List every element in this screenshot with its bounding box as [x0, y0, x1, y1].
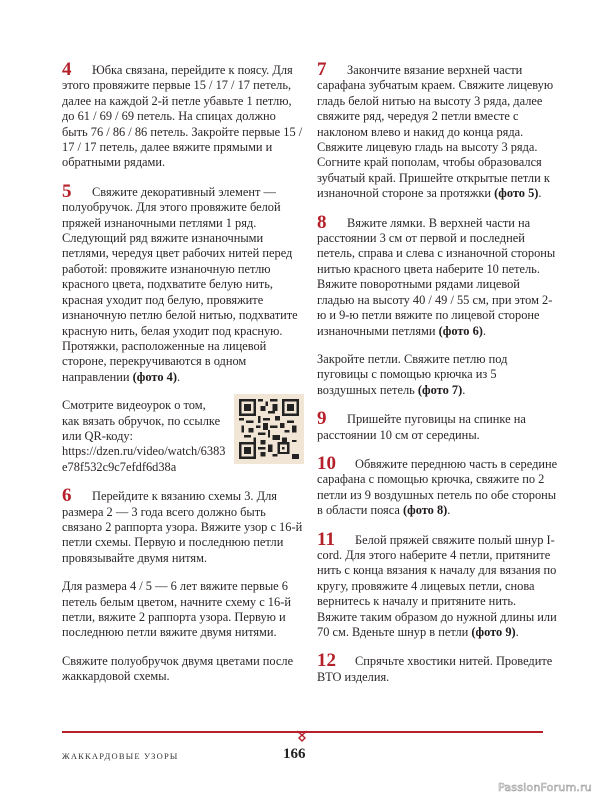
step-12 — [317, 650, 559, 685]
step-11: 11 Белой пряжей свяжите полый шнур I-cord. Для этого наберите 4 петли, притяните нить с конца вязания к началу для вязания по кругу, провяжите 4 лицевых петли, снова вернитесь к началу и притяните нить. Вяжите таким образом до нужной длины или 70 см. Вденьте шнур в петли (фото 9). — [317, 528, 557, 639]
step-10: 10 Обвяжите переднюю часть в середине сарафана с помощью крючка, свяжите по 2 петли из 9 воздушных петель по обе стороны в области пояса (фото 8). — [317, 452, 558, 518]
step-number: 12 — [317, 650, 336, 672]
size-paragraph: Для размера 4 / 5 — 6 лет вяжите первые 6 петель белым цветом, начните схему с 16-й петли, вяжите 2 раппорта узора. Первую и последнюю петли вяжите двумя нитями. — [62, 579, 291, 640]
step-text: Белой пряжей свяжите полый шнур I-cord. Для этого наберите 4 петли, притяните нить с конца вязания к началу для вязания по кругу, провяжите 4 лицевых петли, снова вернитесь к началу и притяните нить. Вяжите таким образом до нужной длины или 70 см. Вденьте шнур в петли — [317, 532, 557, 639]
step-number: 10 — [317, 452, 336, 474]
photo-reference: (фото 9) — [471, 625, 516, 639]
photo-reference: (фото 4) — [132, 369, 177, 384]
video-note — [62, 398, 304, 475]
step-text: Спрячьте хвостики нитей. Проведите ВТО изделия. — [317, 654, 553, 684]
page-number: 166 — [283, 746, 306, 762]
step-text: Перейдите к вязанию схемы 3. Для размера 2 — 3 года всего должно быть связано 2 раппорта узора. Вяжите узор с 16-й петли схемы. Первую и последнюю петли провязывайте двумя нитям. — [62, 489, 303, 565]
close-loops-paragraph: Закройте петли. Свяжите петлю под пуговицы с помощью крючка из 5 воздушных петель (фото 7). — [317, 351, 508, 397]
step-text: Обвяжите переднюю часть в середине сарафана с помощью крючка, свяжите по 2 петли из 9 воздушных петель по обе стороны в области пояса — [317, 456, 558, 518]
step-number: 11 — [317, 528, 335, 550]
step-number: 4 — [62, 59, 72, 80]
step-number: 9 — [317, 408, 327, 430]
step-number: 6 — [62, 485, 72, 507]
qr-code-icon[interactable] — [234, 394, 304, 464]
step-6 — [62, 485, 304, 566]
step-text: Закончите вязание верхней части сарафана зубчатым краем. Свяжите лицевую гладь белой нитью на высоту 3 ряда, далее свяжите ряд, чередуя 2 петли вместе с наклоном влево и накид до конца ряда. Свяжите лицевую гладь на высоту 3 ряда. Согните край пополам, чтобы образовался зубчатый край. Пришейте открытые петли к изнаночной стороне за протяжки — [317, 63, 554, 201]
photo-reference: (фото 6) — [438, 323, 483, 338]
step-5: 5 Свяжите декоративный элемент — полуобручок. Для этого провяжите белой пряжей изнаночными петлями 1 ряд. Следующий ряд вяжите изнаночными петлями, чередуя цвет рабочих нитей перед работой: провяжите изнаночную петлю красного цвета, подхватите белую нить, красная уходит под белую, провяжите изнаночную петлю белой нитью, подхватите красную нить, белая уходит под красную. Протяжки, расположенные на лицевой стороне, перекручиваются в одном направлении (фото 4). — [62, 180, 298, 384]
step-number: 8 — [317, 211, 327, 233]
step-number: 5 — [62, 180, 72, 202]
step-4 — [62, 59, 304, 171]
step-7: 7 Закончите вязание верхней части сарафана зубчатым краем. Свяжите лицевую гладь белой нитью на высоту 3 ряда, далее свяжите ряд, чередуя 2 петли вместе с наклоном влево и накид до конца ряда. Свяжите лицевую гладь на высоту 3 ряда. Согните край пополам, чтобы образовался зубчатый край. Пришейте открытые петли к изнаночной стороне за протяжки (фото 5). — [317, 59, 554, 201]
paragraph-text: Закройте петли. Свяжите петлю под пуговицы с помощью крючка из 5 воздушных петель — [317, 351, 508, 397]
step-text: Свяжите декоративный элемент — полуобручок. Для этого провяжите белой пряжей изнаночными петлями 1 ряд. Следующий ряд вяжите изнаночными петлями, чередуя цвет рабочих нитей перед работой: провяжите изнаночную петлю красного цвета, подхватите белую нить, красная уходит под белую, провяжите изнаночную петлю белой нитью, подхватите красную нить, белая уходит под красную. Протяжки, расположенные на лицевой стороне, перекручиваются в одном направлении — [62, 184, 298, 384]
video-note-text: Смотрите видеоурок о том, как вязать обручок, по ссылке или QR-коду: https://dzen.ru/video/watch/6383e78f532c9c7efdf6d38a — [62, 398, 226, 474]
hoop-paragraph: Свяжите полуобручок двумя цветами после жаккардовой схемы. — [62, 653, 294, 684]
watermark: PassionForum.ru — [498, 781, 592, 794]
left-column — [62, 59, 304, 698]
step-text: Юбка связана, перейдите к поясу. Для этого провяжите первые 15 / 17 / 17 петель, далее на каждой 2-й петле убавьте 1 петлю, до 61 / 69 / 69 петель. На спицах должно быть 76 / 86 / 86 петель. Закройте первые 15 / 17 / 17 петель, далее вяжите прямыми и обратными рядами. — [62, 63, 303, 170]
step-number: 7 — [317, 59, 327, 80]
photo-reference: (фото 8) — [403, 503, 448, 518]
step-text: Вяжите лямки. В верхней части на расстоянии 3 см от первой и последней петель, справа и слева с изнаночной стороны нитью красного цвета наберите 10 петель. Вяжите поворотными рядами лицевой гладью на высоту 40 / 49 / 55 см, при этом 2-ю и 9-ю петли вяжите по лицевой стороне изнаночными петлями — [317, 215, 556, 338]
photo-reference: (фото 7) — [417, 382, 463, 397]
right-column — [317, 59, 559, 698]
step-text: Пришейте пуговицы на спинке на расстоянии 10 см от середины. — [317, 412, 526, 442]
step-8: 8 Вяжите лямки. В верхней части на расстоянии 3 см от первой и последней петель, справа и слева с изнаночной стороны нитью красного цвета наберите 10 петель. Вяжите поворотными рядами лицевой гладью на высоту 40 / 49 / 55 см, при этом 2-ю и 9-ю петли вяжите по лицевой стороне изнаночными петлями (фото 6). — [317, 211, 556, 338]
step-9 — [317, 408, 559, 443]
section-title: ЖАККАРДОВЫЕ УЗОРЫ — [62, 751, 179, 761]
photo-reference: (фото 5) — [494, 186, 539, 201]
knot-ornament-icon — [296, 728, 308, 742]
